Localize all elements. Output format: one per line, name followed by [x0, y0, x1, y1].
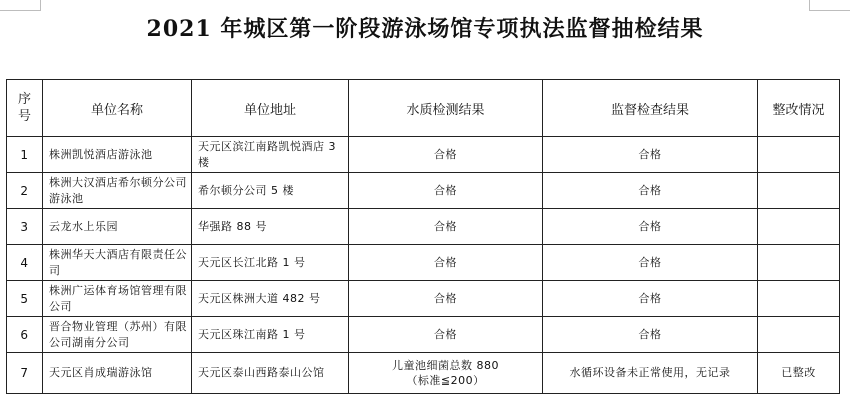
cell-rectification-status [758, 317, 840, 353]
cell-unit-name: 株洲大汉酒店希尔顿分公司游泳池 [43, 173, 192, 209]
cell-unit-address: 天元区珠江南路 1 号 [192, 317, 349, 353]
cell-inspection-result: 合格 [543, 281, 758, 317]
results-table [6, 79, 840, 394]
cell-rectification-status [758, 245, 840, 281]
cell-inspection-result: 合格 [543, 245, 758, 281]
cell-unit-name: 晋合物业管理（苏州）有限公司湖南分公司 [43, 317, 192, 353]
cell-rectification-status [758, 281, 840, 317]
cell-unit-address: 天元区泰山西路泰山公馆 [192, 353, 349, 394]
cell-water-quality-result: 合格 [349, 317, 543, 353]
cell-water-quality-result: 儿童池细菌总数 880 （标准≦200） [349, 353, 543, 394]
page-corner-mark-left [0, 0, 41, 11]
cell-rectification-status [758, 137, 840, 173]
cell-inspection-result: 合格 [543, 173, 758, 209]
document-title: 2021 年城区第一阶段游泳场馆专项执法监督抽检结果 [146, 16, 704, 42]
table-row [7, 281, 840, 317]
cell-serial-number: 5 [7, 281, 43, 317]
cell-serial-number: 2 [7, 173, 43, 209]
cell-serial-number: 6 [7, 317, 43, 353]
table-row [7, 245, 840, 281]
table-row [7, 173, 840, 209]
cell-water-quality-result: 合格 [349, 281, 543, 317]
table-header-row [7, 80, 840, 137]
cell-water-quality-result: 合格 [349, 173, 543, 209]
cell-serial-number: 3 [7, 209, 43, 245]
cell-serial-number: 4 [7, 245, 43, 281]
header-water-quality-result: 水质检测结果 [349, 80, 543, 137]
cell-water-quality-result: 合格 [349, 137, 543, 173]
cell-inspection-result: 水循环设备未正常使用，无记录 [543, 353, 758, 394]
page-corner-mark-right [809, 0, 850, 11]
header-unit-name: 单位名称 [43, 80, 192, 137]
cell-inspection-result: 合格 [543, 137, 758, 173]
table-row [7, 209, 840, 245]
table-row [7, 317, 840, 353]
cell-unit-address: 天元区长江北路 1 号 [192, 245, 349, 281]
cell-unit-address: 天元区株洲大道 482 号 [192, 281, 349, 317]
table-row [7, 353, 840, 394]
cell-unit-address: 希尔顿分公司 5 楼 [192, 173, 349, 209]
cell-unit-name: 株洲凯悦酒店游泳池 [43, 137, 192, 173]
cell-rectification-status [758, 209, 840, 245]
header-inspection-result: 监督检查结果 [543, 80, 758, 137]
cell-unit-name: 株洲华天大酒店有限责任公司 [43, 245, 192, 281]
header-unit-address: 单位地址 [192, 80, 349, 137]
cell-unit-name: 天元区肖成瑞游泳馆 [43, 353, 192, 394]
cell-inspection-result: 合格 [543, 317, 758, 353]
cell-water-quality-result: 合格 [349, 209, 543, 245]
cell-unit-name: 云龙水上乐园 [43, 209, 192, 245]
cell-unit-address: 华强路 88 号 [192, 209, 349, 245]
cell-water-quality-result: 合格 [349, 245, 543, 281]
table-row [7, 137, 840, 173]
cell-unit-name: 株洲广运体育场馆管理有限公司 [43, 281, 192, 317]
cell-rectification-status: 已整改 [758, 353, 840, 394]
cell-unit-address: 天元区滨江南路凯悦酒店 3 楼 [192, 137, 349, 173]
header-serial-number: 序号 [7, 80, 43, 137]
cell-serial-number: 1 [7, 137, 43, 173]
cell-inspection-result: 合格 [543, 209, 758, 245]
cell-serial-number: 7 [7, 353, 43, 394]
cell-rectification-status [758, 173, 840, 209]
header-rectification-status: 整改情况 [758, 80, 840, 137]
